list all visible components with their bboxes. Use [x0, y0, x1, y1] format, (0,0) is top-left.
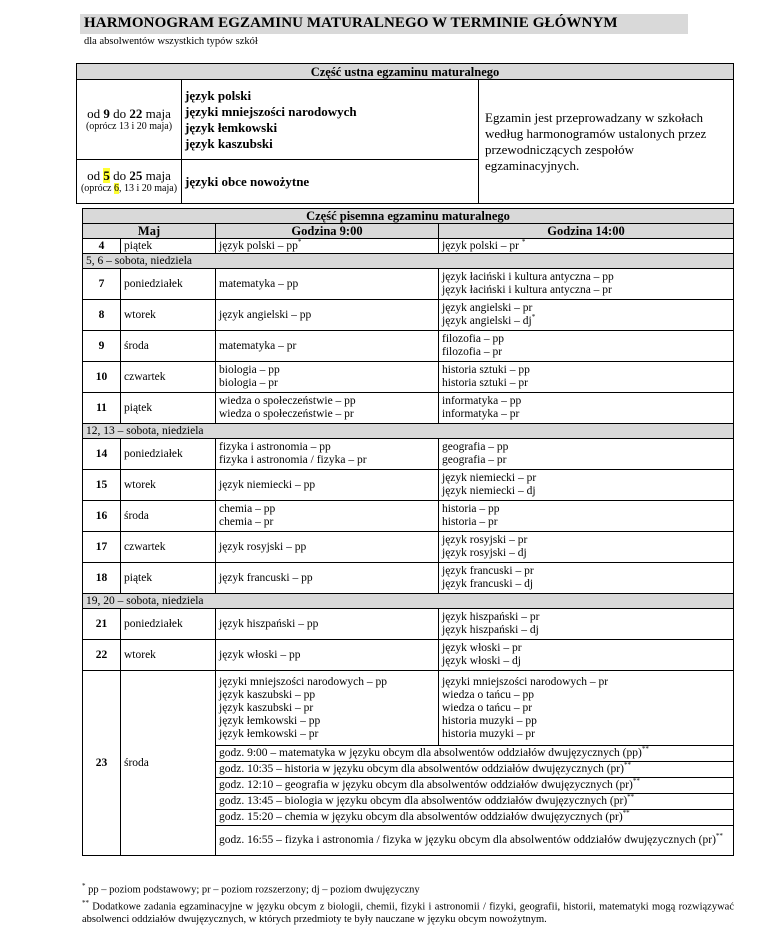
- exam-entry: język rosyjski – pr: [442, 534, 528, 546]
- day-number: 22: [83, 640, 121, 671]
- day-number: 15: [83, 470, 121, 501]
- exam-entry: język francuski – pp: [219, 571, 313, 584]
- day-number: 18: [83, 563, 121, 594]
- exam-entry: matematyka – pr: [219, 339, 297, 352]
- exam-entry: język angielski – pr: [442, 302, 533, 314]
- oral-exam-header: Część ustna egzaminu maturalnego: [77, 64, 734, 80]
- day-name: środa: [121, 331, 216, 362]
- footnote-marker: **: [82, 898, 89, 907]
- exam-entry: wiedza o społeczeństwie – pp: [219, 395, 356, 407]
- oral-info: Egzamin jest przeprowadzany w szkołach według harmonogramów ustalonych przez przewodniczących zespołów egzaminacyjnych.: [479, 80, 734, 204]
- exam-entry: język kaszubski – pr: [219, 701, 314, 714]
- exam-entry: język łemkowski – pp: [219, 714, 321, 727]
- oral-date-1-note: (oprócz 13 i 20 maja): [85, 120, 173, 132]
- oral-date-1: od 9 do 22 maja (oprócz 13 i 20 maja): [77, 80, 182, 160]
- day-number: 17: [83, 532, 121, 563]
- session-9: [216, 269, 439, 300]
- exam-entry: wiedza o tańcu – pp: [442, 688, 534, 701]
- session-14: [439, 362, 734, 393]
- session-14: [439, 439, 734, 470]
- day-number: 21: [83, 609, 121, 640]
- exam-entry: filozofia – pp: [442, 333, 504, 345]
- day-name: poniedziałek: [121, 609, 216, 640]
- day-name: piątek: [121, 393, 216, 424]
- exam-entry: język hiszpański – dj: [442, 624, 539, 636]
- exam-entry: chemia – pp: [219, 503, 276, 515]
- exam-entry: język łemkowski – pr: [219, 727, 319, 740]
- exam-entry: język polski – pr *: [442, 237, 526, 252]
- weekend-label: 5, 6 – sobota, niedziela: [83, 254, 734, 269]
- footnote-marker: **: [627, 793, 635, 802]
- written-exam-header: Część pisemna egzaminu maturalnego: [83, 209, 734, 224]
- oral-subject: języki obce nowożytne: [185, 173, 310, 189]
- col-14-header: Godzina 14:00: [439, 224, 734, 239]
- page-subtitle: dla absolwentów wszystkich typów szkół: [84, 36, 258, 47]
- session-9: [216, 239, 439, 254]
- exam-entry: wiedza o społeczeństwie – pr: [219, 408, 354, 420]
- day-name: czwartek: [121, 532, 216, 563]
- schedule-row: [83, 239, 734, 254]
- session-9: [216, 393, 439, 424]
- bilingual-exam: godz. 16:55 – fizyka i astronomia / fizyka w języku obcym dla absolwentów oddziałów dwujęzycznych (pr)**: [216, 826, 734, 856]
- session-9: [216, 671, 439, 746]
- exam-entry: język niemiecki – pp: [219, 478, 316, 491]
- exam-entry: język rosyjski – dj: [442, 547, 527, 559]
- day-name: wtorek: [121, 640, 216, 671]
- session-9: [216, 300, 439, 331]
- exam-entry: historia sztuki – pp: [442, 364, 530, 376]
- session-9: [216, 609, 439, 640]
- exam-entry: języki mniejszości narodowych – pr: [442, 675, 609, 688]
- day-number: 16: [83, 501, 121, 532]
- session-9: [216, 532, 439, 563]
- exam-entry: informatyka – pp: [442, 395, 522, 407]
- exam-entry: informatyka – pr: [442, 408, 520, 420]
- session-14: [439, 300, 734, 331]
- footnote-marker: *: [521, 237, 526, 246]
- bilingual-exam: godz. 15:20 – chemia w języku obcym dla absolwentów oddziałów dwujęzycznych (pr)**: [216, 810, 734, 826]
- session-9: [216, 439, 439, 470]
- footnote-marker: **: [623, 761, 631, 770]
- weekend-row: [83, 594, 734, 609]
- day-number: 11: [83, 393, 121, 424]
- exam-entry: języki mniejszości narodowych – pp: [219, 675, 387, 688]
- footnote-2: ** Dodatkowe zadania egzaminacyjne w języku obcym z biologii, chemii, fizyki i astronomii / fizyki, geografii, historii, matematyki mogą rozwiązywać absolwenci oddziałów dwujęzycznych, w których przedmioty te były nauczane w języku obcym nowożytnym.: [82, 898, 734, 925]
- session-14: [439, 563, 734, 594]
- bilingual-exam: godz. 13:45 – biologia w języku obcym dla absolwentów oddziałów dwujęzycznych (pr)**: [216, 794, 734, 810]
- day-number: 10: [83, 362, 121, 393]
- exam-entry: język łaciński i kultura antyczna – pp: [442, 271, 614, 283]
- exam-entry: język hiszpański – pr: [442, 611, 540, 623]
- oral-exam-table: [76, 63, 734, 204]
- session-14: [439, 532, 734, 563]
- day-name: czwartek: [121, 362, 216, 393]
- schedule-row: [83, 331, 734, 362]
- footnote-marker: **: [641, 745, 649, 754]
- day-name: środa: [121, 501, 216, 532]
- exam-entry: filozofia – pr: [442, 346, 503, 358]
- exam-entry: język włoski – pr: [442, 642, 522, 654]
- schedule-row: [83, 300, 734, 331]
- oral-date-2: od 5 do 25 maja (oprócz 6, 13 i 20 maja): [77, 160, 182, 204]
- schedule-row: [83, 269, 734, 300]
- day-name: poniedziałek: [121, 439, 216, 470]
- exam-entry: historia sztuki – pr: [442, 377, 528, 389]
- session-9: [216, 331, 439, 362]
- exam-entry: biologia – pp: [219, 364, 280, 376]
- exam-entry: język łaciński i kultura antyczna – pr: [442, 284, 612, 296]
- schedule-row: [83, 501, 734, 532]
- page-title: HARMONOGRAM EGZAMINU MATURALNEGO W TERMINIE GŁÓWNYM: [84, 15, 618, 31]
- footnote-marker: **: [622, 809, 630, 818]
- exam-entry: wiedza o tańcu – pr: [442, 701, 533, 714]
- day-number: 14: [83, 439, 121, 470]
- exam-entry: fizyka i astronomia / fizyka – pr: [219, 454, 367, 466]
- oral-subjects-1: [182, 80, 479, 160]
- exam-entry: biologia – pr: [219, 377, 278, 389]
- exam-entry: fizyka i astronomia – pp: [219, 441, 331, 453]
- weekend-label: 12, 13 – sobota, niedziela: [83, 424, 734, 439]
- oral-subjects-2: [182, 160, 479, 204]
- oral-subject: język łemkowski: [185, 119, 278, 135]
- exam-entry: język rosyjski – pp: [219, 540, 307, 553]
- footnotes: [82, 880, 734, 926]
- exam-entry: matematyka – pp: [219, 277, 299, 290]
- schedule-row: [83, 640, 734, 671]
- schedule-row: [83, 532, 734, 563]
- footnote-marker: *: [82, 882, 86, 890]
- session-14: [439, 470, 734, 501]
- exam-entry: język kaszubski – pp: [219, 688, 316, 701]
- schedule-row: [83, 671, 734, 746]
- session-14: [439, 640, 734, 671]
- session-14: [439, 393, 734, 424]
- bilingual-exam: godz. 9:00 – matematyka w języku obcym dla absolwentów oddziałów dwujęzycznych (pp)**: [216, 746, 734, 762]
- day-name: wtorek: [121, 470, 216, 501]
- day-number: 8: [83, 300, 121, 331]
- weekend-row: [83, 424, 734, 439]
- day-name: środa: [121, 671, 216, 856]
- exam-entry: geografia – pp: [442, 441, 509, 453]
- day-name: poniedziałek: [121, 269, 216, 300]
- session-14: [439, 671, 734, 746]
- session-9: [216, 362, 439, 393]
- exam-entry: historia muzyki – pp: [442, 714, 537, 727]
- exam-entry: chemia – pr: [219, 516, 274, 528]
- footnote-1: * pp – poziom podstawowy; pr – poziom rozszerzony; dj – poziom dwujęzyczny: [82, 882, 420, 896]
- session-9: [216, 501, 439, 532]
- exam-entry: język angielski – dj*: [442, 313, 536, 327]
- exam-entry: historia – pr: [442, 516, 498, 528]
- exam-entry: geografia – pr: [442, 454, 507, 466]
- exam-entry: język francuski – dj: [442, 578, 534, 590]
- exam-entry: język niemiecki – pr: [442, 472, 537, 484]
- schedule-row: [83, 439, 734, 470]
- day-number: 7: [83, 269, 121, 300]
- footnote-marker: **: [632, 777, 640, 786]
- schedule-row: [83, 393, 734, 424]
- footnote-marker: *: [531, 313, 536, 322]
- exam-entry: język włoski – pp: [219, 648, 301, 661]
- session-14: [439, 609, 734, 640]
- footnote-marker: **: [715, 832, 723, 841]
- exam-entry: język włoski – dj: [442, 655, 521, 667]
- exam-entry: język angielski – pp: [219, 308, 312, 321]
- schedule-row: [83, 470, 734, 501]
- col-month-header: Maj: [83, 224, 216, 239]
- session-14: [439, 239, 734, 254]
- col-9-header: Godzina 9:00: [216, 224, 439, 239]
- oral-subject: języki mniejszości narodowych: [185, 103, 357, 119]
- bilingual-exam: godz. 10:35 – historia w języku obcym dla absolwentów oddziałów dwujęzycznych (pr)**: [216, 762, 734, 778]
- session-14: [439, 331, 734, 362]
- bilingual-exam: godz. 12:10 – geografia w języku obcym dla absolwentów oddziałów dwujęzycznych (pr)**: [216, 778, 734, 794]
- exam-entry: język niemiecki – dj: [442, 485, 536, 497]
- weekend-row: [83, 254, 734, 269]
- day-number: 23: [83, 671, 121, 856]
- oral-date-2-note: (oprócz 6, 13 i 20 maja): [80, 182, 178, 194]
- exam-entry: język hiszpański – pp: [219, 617, 319, 630]
- exam-entry: historia muzyki – pr: [442, 727, 535, 740]
- exam-entry: historia – pp: [442, 503, 500, 515]
- day-name: wtorek: [121, 300, 216, 331]
- oral-subject: język polski: [185, 87, 252, 103]
- session-9: [216, 640, 439, 671]
- footnote-marker: *: [297, 237, 302, 246]
- session-14: [439, 501, 734, 532]
- schedule-row: [83, 362, 734, 393]
- schedule-row: [83, 609, 734, 640]
- session-9: [216, 563, 439, 594]
- exam-entry: język polski – pp*: [219, 237, 302, 252]
- oral-subject: język kaszubski: [185, 135, 273, 151]
- day-name: piątek: [121, 239, 216, 254]
- weekend-label: 19, 20 – sobota, niedziela: [83, 594, 734, 609]
- session-9: [216, 470, 439, 501]
- day-number: 9: [83, 331, 121, 362]
- written-exam-table: [82, 208, 734, 856]
- session-14: [439, 269, 734, 300]
- exam-entry: język francuski – pr: [442, 565, 534, 577]
- schedule-row: [83, 563, 734, 594]
- day-name: piątek: [121, 563, 216, 594]
- day-number: 4: [83, 239, 121, 254]
